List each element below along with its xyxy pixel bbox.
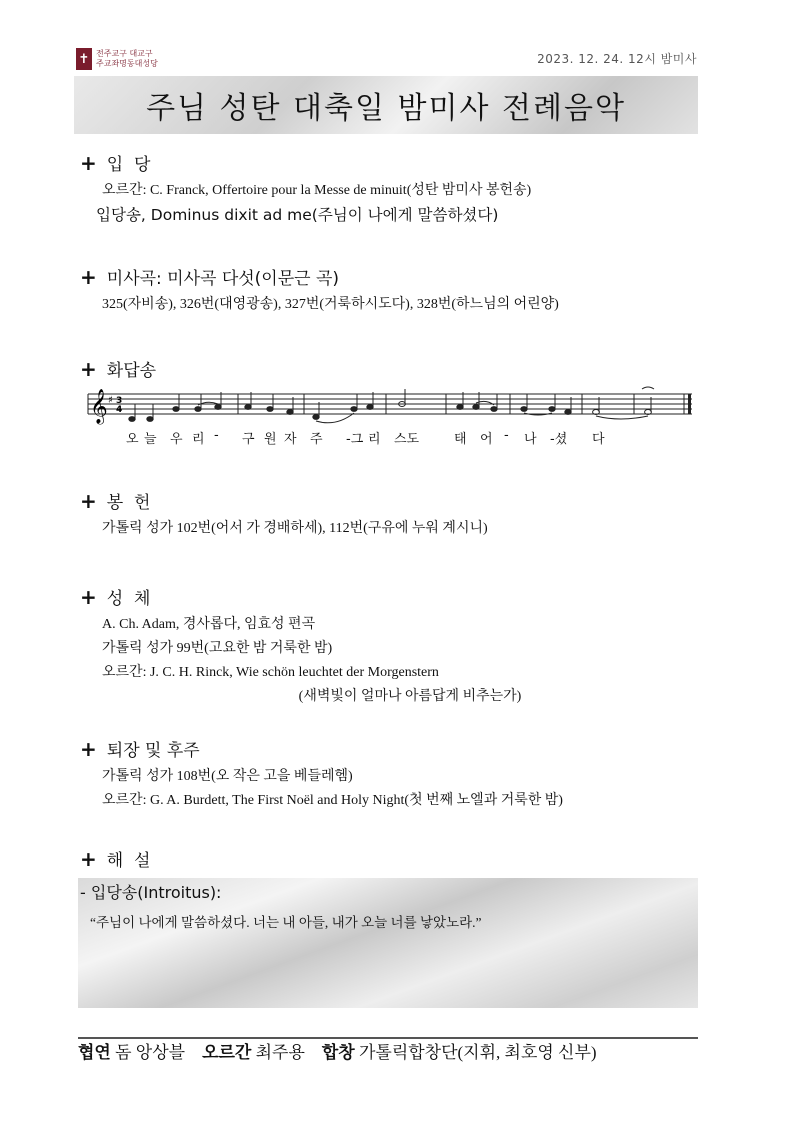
section-heading: 퇴장 및 후주	[106, 741, 200, 761]
lyric: 스도	[394, 432, 420, 447]
page-title: 주님 성탄 대축일 밤미사 전례음악	[146, 91, 626, 126]
lyric: 리	[192, 432, 205, 447]
lyric: 우	[170, 432, 183, 447]
section-heading: 화답송	[106, 361, 157, 381]
footer-label: 협연	[78, 1043, 111, 1063]
plus-icon: +	[80, 150, 97, 175]
footer-value: 가톨릭합창단(지휘, 최호영 신부)	[358, 1043, 597, 1062]
treble-clef-icon: 𝄞	[90, 389, 108, 424]
plus-icon: +	[80, 264, 97, 289]
commentary-box	[78, 878, 698, 1008]
recessional-line-2: 오르간: G. A. Burdett, The First Noël and Holy Night(첫 번째 노엘과 거룩한 밤)	[102, 793, 563, 808]
section-commentary	[80, 846, 150, 871]
section-communion	[80, 584, 640, 709]
footer-label: 오르간	[202, 1043, 252, 1063]
lyric: -	[214, 428, 219, 443]
lyric: 나	[524, 432, 537, 447]
music-staff	[86, 384, 696, 428]
mass-parts: 325(자비송), 326번(대영광송), 327번(거룩하시도다), 328번(하느님의 어린양)	[102, 297, 559, 312]
footer-value: 돔 앙상블	[115, 1043, 186, 1062]
section-entrance	[80, 150, 531, 227]
section-heading: 입 당	[106, 155, 151, 175]
plus-icon: +	[80, 736, 97, 761]
lyric: 원	[264, 432, 277, 447]
section-recessional	[80, 736, 563, 813]
lyric: -	[504, 428, 509, 443]
plus-icon: +	[80, 584, 97, 609]
svg-text:♯: ♯	[108, 395, 113, 406]
footer-value: 최주용	[255, 1043, 305, 1062]
commentary-quote: “주님이 나에게 말씀하셨다. 너는 내 아들, 내가 오늘 너를 낳았노라.”	[90, 915, 482, 930]
lyric: 어	[480, 432, 493, 447]
logo-text	[96, 49, 158, 69]
section-heading: 봉 헌	[106, 493, 151, 513]
entrance-introit: 입당송, Dominus dixit ad me(주님이 나에게 말씀하셨다)	[96, 206, 499, 224]
plus-icon: +	[80, 846, 97, 871]
plus-icon: +	[80, 356, 97, 381]
footer-credits	[78, 1038, 700, 1063]
section-heading: 성 체	[106, 589, 151, 609]
lyric: 늘	[144, 432, 157, 447]
lyric: 구	[242, 432, 255, 447]
communion-line-2: 가톨릭 성가 99번(고요한 밤 거룩한 밤)	[102, 641, 333, 656]
commentary-subheading: - 입당송(Introitus):	[80, 883, 222, 902]
psalm-score	[86, 384, 696, 447]
lyric: 주	[310, 432, 323, 447]
mass-date: 2023. 12. 24. 12시 밤미사	[537, 52, 697, 66]
plus-icon: +	[80, 488, 97, 513]
parish-logo	[76, 48, 158, 70]
logo-line-1: 전주교구 대교구	[96, 49, 153, 58]
communion-line-1: A. Ch. Adam, 경사롭다, 임효성 편곡	[102, 617, 316, 632]
lyric: 태	[454, 432, 467, 447]
recessional-line-1: 가톨릭 성가 108번(오 작은 고을 베들레헴)	[102, 769, 353, 784]
svg-text:4: 4	[116, 405, 123, 415]
lyric: 자	[284, 432, 297, 447]
lyric: 오	[126, 432, 139, 447]
lyric: -그	[346, 432, 364, 447]
cross-icon: ✝	[76, 48, 92, 70]
section-offertory	[80, 488, 488, 541]
lyric: -셨	[550, 432, 568, 447]
offertory-hymns: 가톨릭 성가 102번(어서 가 경배하세), 112번(구유에 누워 계시니)	[102, 521, 488, 536]
section-heading: 해 설	[106, 851, 151, 871]
communion-line-4: (새벽빛이 얼마나 아름답게 비추는가)	[298, 689, 522, 704]
logo-line-2: 주교좌명동대성당	[96, 59, 158, 68]
section-mass	[80, 264, 559, 317]
section-heading: 미사곡: 미사곡 다섯(이문근 곡)	[106, 269, 340, 289]
section-psalm	[80, 356, 156, 381]
lyric: 리	[368, 432, 381, 447]
title-banner	[74, 76, 698, 134]
entrance-organ: 오르간: C. Franck, Offertoire pour la Messe de minuit(성탄 밤미사 봉헌송)	[102, 183, 532, 198]
footer-label: 합창	[321, 1043, 355, 1063]
lyric: 다	[592, 432, 605, 447]
communion-line-3: 오르간: J. C. H. Rinck, Wie schön leuchtet der Morgenstern	[102, 665, 439, 680]
svg-text:3: 3	[116, 396, 123, 406]
